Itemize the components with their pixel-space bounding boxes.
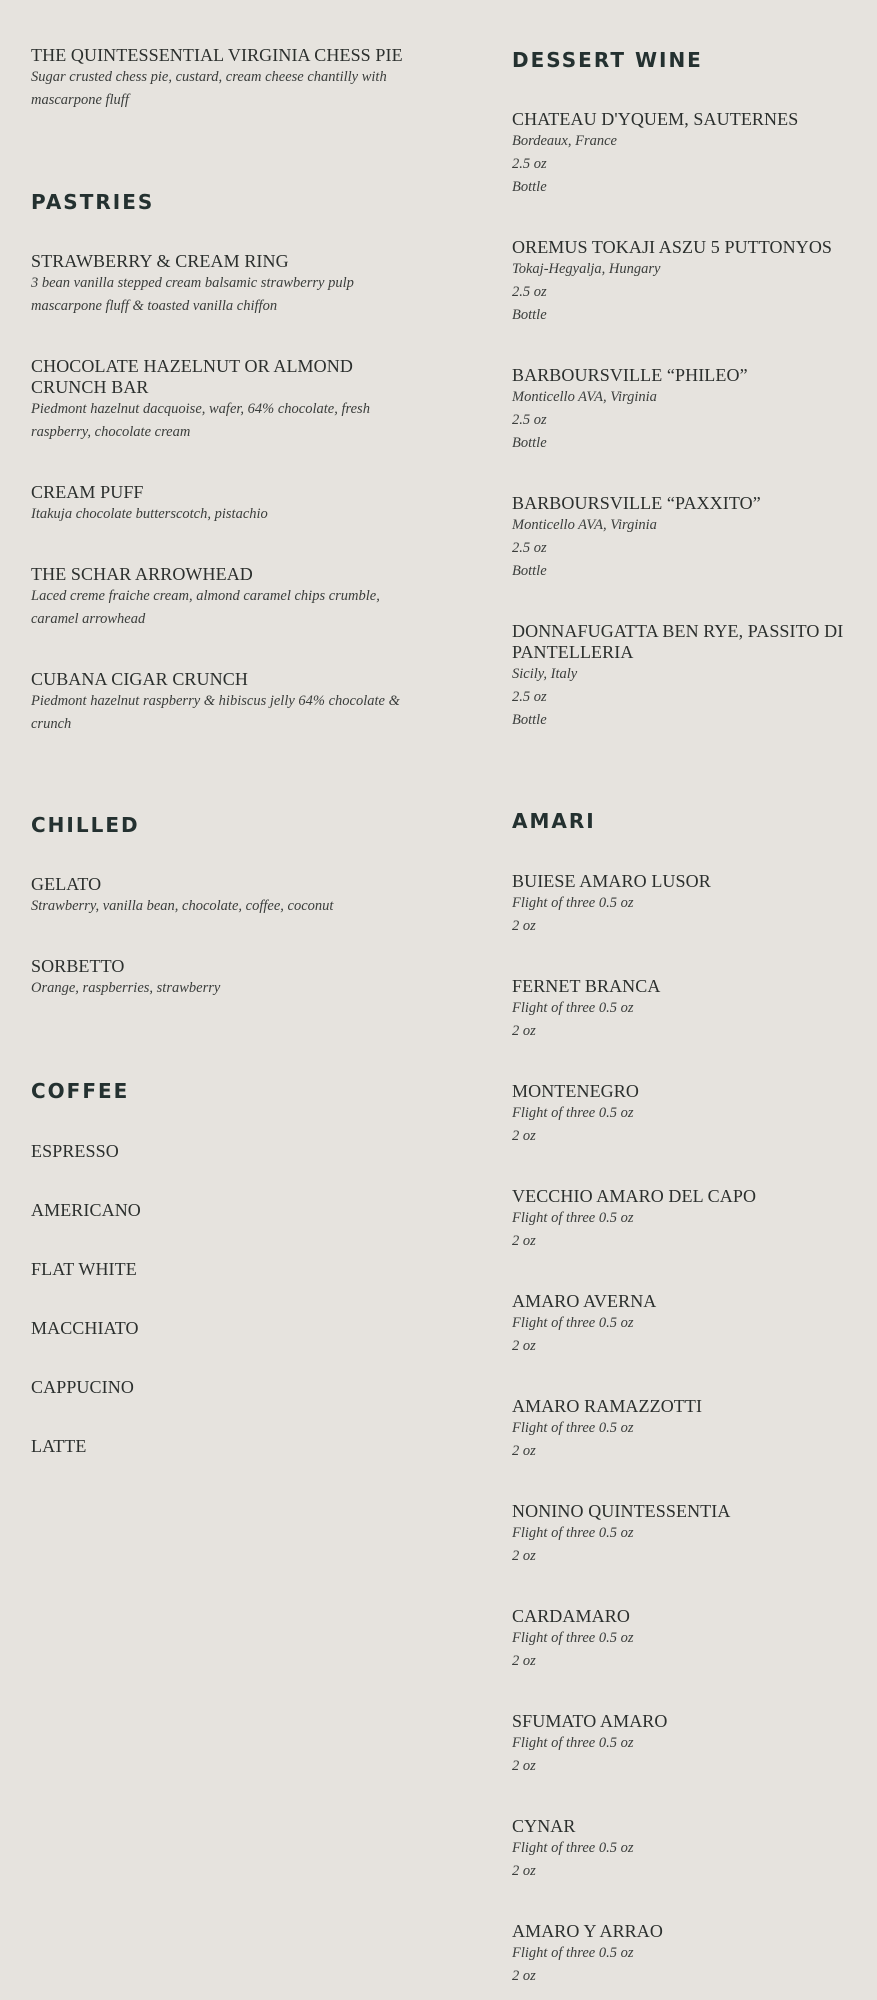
- menu-item: [512, 493, 852, 583]
- item-flight: Flight of three 0.5 oz: [512, 1945, 634, 1961]
- menu-item: [512, 109, 852, 199]
- item-description: Laced creme fraiche cream, almond caramel chips crumble, caramel arrowhead: [31, 588, 380, 627]
- item-name: CHATEAU D'YQUEM, SAUTERNES: [512, 109, 799, 129]
- item-name: MACCHIATO: [31, 1318, 139, 1338]
- item-flight: Flight of three 0.5 oz: [512, 1630, 634, 1646]
- menu-item: [512, 1291, 852, 1358]
- item-pour: 2 oz: [512, 918, 536, 934]
- item-name: STRAWBERRY & CREAM RING: [31, 251, 289, 271]
- item-name: SFUMATO AMARO: [512, 1711, 668, 1731]
- item-pour: 2 oz: [512, 1968, 536, 1984]
- item-name: FERNET BRANCA: [512, 976, 661, 996]
- item-region: Sicily, Italy: [512, 666, 578, 682]
- section-heading-coffee: COFFEE: [31, 1079, 130, 1103]
- menu-item: [31, 251, 421, 318]
- item-name: BARBOURSVILLE “PHILEO”: [512, 365, 748, 385]
- menu-item: [512, 976, 852, 1043]
- item-region: Monticello AVA, Virginia: [512, 517, 657, 533]
- item-pour: 2 oz: [512, 1653, 536, 1669]
- item-name: LATTE: [31, 1436, 87, 1456]
- item-region: Monticello AVA, Virginia: [512, 389, 657, 405]
- item-bottle: Bottle: [512, 307, 547, 323]
- item-flight: Flight of three 0.5 oz: [512, 1735, 634, 1751]
- item-name: AMERICANO: [31, 1200, 141, 1220]
- item-pour: 2 oz: [512, 1548, 536, 1564]
- item-flight: Flight of three 0.5 oz: [512, 1840, 634, 1856]
- item-name: VECCHIO AMARO DEL CAPO: [512, 1186, 757, 1206]
- item-pour: 2 oz: [512, 1863, 536, 1879]
- item-name: THE QUINTESSENTIAL VIRGINIA CHESS PIE: [31, 45, 403, 65]
- item-pour: 2.5 oz: [512, 412, 547, 428]
- item-flight: Flight of three 0.5 oz: [512, 1210, 634, 1226]
- menu-item: [512, 237, 852, 327]
- item-name: AMARO Y ARRAO: [512, 1921, 663, 1941]
- menu-item: [512, 1816, 852, 1883]
- menu-item: [512, 1711, 852, 1778]
- menu-item: [31, 956, 421, 1000]
- menu-item: [31, 1318, 421, 1339]
- item-description: Piedmont hazelnut raspberry & hibiscus jelly 64% chocolate & crunch: [31, 693, 400, 732]
- item-name: MONTENEGRO: [512, 1081, 639, 1101]
- menu-item: [31, 1436, 421, 1457]
- menu-item: [512, 621, 852, 732]
- menu-item: [512, 871, 852, 938]
- menu-item: [31, 1141, 421, 1162]
- menu-item: [31, 356, 421, 444]
- menu-item: [31, 1259, 421, 1280]
- item-pour: 2 oz: [512, 1128, 536, 1144]
- item-flight: Flight of three 0.5 oz: [512, 1105, 634, 1121]
- menu-item: [31, 874, 421, 918]
- item-pour: 2.5 oz: [512, 156, 547, 172]
- menu-item: [512, 1606, 852, 1673]
- menu-item: [31, 482, 421, 526]
- section-heading-pastries: PASTRIES: [31, 190, 155, 214]
- item-name: SORBETTO: [31, 956, 125, 976]
- item-name: BARBOURSVILLE “PAXXITO”: [512, 493, 761, 513]
- item-flight: Flight of three 0.5 oz: [512, 1525, 634, 1541]
- item-region: Tokaj-Hegyalja, Hungary: [512, 261, 661, 277]
- item-pour: 2 oz: [512, 1443, 536, 1459]
- section-heading-chilled: CHILLED: [31, 813, 140, 837]
- menu-item: [31, 1377, 421, 1398]
- item-name: ESPRESSO: [31, 1141, 119, 1161]
- item-bottle: Bottle: [512, 435, 547, 451]
- item-flight: Flight of three 0.5 oz: [512, 1000, 634, 1016]
- menu-item: [512, 1186, 852, 1253]
- item-pour: 2 oz: [512, 1023, 536, 1039]
- item-name: AMARO RAMAZZOTTI: [512, 1396, 703, 1416]
- item-name: GELATO: [31, 874, 102, 894]
- menu-item: [512, 1501, 852, 1568]
- item-name: BUIESE AMARO LUSOR: [512, 871, 711, 891]
- item-name: CUBANA CIGAR CRUNCH: [31, 669, 248, 689]
- item-name: OREMUS TOKAJI ASZU 5 PUTTONYOS: [512, 237, 833, 257]
- item-name: CHOCOLATE HAZELNUT OR ALMOND CRUNCH BAR: [31, 356, 353, 397]
- menu-item: [512, 1081, 852, 1148]
- menu-item: [31, 564, 421, 631]
- item-pour: 2 oz: [512, 1338, 536, 1354]
- item-flight: Flight of three 0.5 oz: [512, 1315, 634, 1331]
- section-heading-dessert-wine: DESSERT WINE: [512, 48, 703, 72]
- menu-item-chess-pie: [31, 45, 421, 112]
- menu-item: [512, 1921, 852, 1988]
- menu-item: [512, 1396, 852, 1463]
- item-bottle: Bottle: [512, 712, 547, 728]
- item-description: Sugar crusted chess pie, custard, cream cheese chantilly with mascarpone fluff: [31, 69, 387, 108]
- item-pour: 2.5 oz: [512, 284, 547, 300]
- item-name: CYNAR: [512, 1816, 576, 1836]
- item-pour: 2.5 oz: [512, 689, 547, 705]
- item-flight: Flight of three 0.5 oz: [512, 895, 634, 911]
- item-description: 3 bean vanilla stepped cream balsamic strawberry pulp mascarpone fluff & toasted vanilla chiffon: [31, 275, 354, 314]
- menu-item: [31, 669, 421, 736]
- item-name: DONNAFUGATTA BEN RYE, PASSITO DI PANTELLERIA: [512, 621, 844, 662]
- menu-item: [512, 365, 852, 455]
- item-name: THE SCHAR ARROWHEAD: [31, 564, 253, 584]
- item-region: Bordeaux, France: [512, 133, 617, 149]
- item-description: Orange, raspberries, strawberry: [31, 980, 221, 996]
- item-bottle: Bottle: [512, 563, 547, 579]
- item-pour: 2.5 oz: [512, 540, 547, 556]
- item-flight: Flight of three 0.5 oz: [512, 1420, 634, 1436]
- item-name: AMARO AVERNA: [512, 1291, 657, 1311]
- section-heading-amari: AMARI: [512, 809, 596, 833]
- menu-item: [31, 1200, 421, 1221]
- item-pour: 2 oz: [512, 1233, 536, 1249]
- item-name: NONINO QUINTESSENTIA: [512, 1501, 731, 1521]
- item-description: Itakuja chocolate butterscotch, pistachio: [31, 506, 268, 522]
- item-description: Strawberry, vanilla bean, chocolate, coffee, coconut: [31, 898, 334, 914]
- item-bottle: Bottle: [512, 179, 547, 195]
- item-description: Piedmont hazelnut dacquoise, wafer, 64% chocolate, fresh raspberry, chocolate cream: [31, 401, 370, 440]
- item-pour: 2 oz: [512, 1758, 536, 1774]
- item-name: FLAT WHITE: [31, 1259, 137, 1279]
- item-name: CREAM PUFF: [31, 482, 144, 502]
- item-name: CAPPUCINO: [31, 1377, 134, 1397]
- item-name: CARDAMARO: [512, 1606, 630, 1626]
